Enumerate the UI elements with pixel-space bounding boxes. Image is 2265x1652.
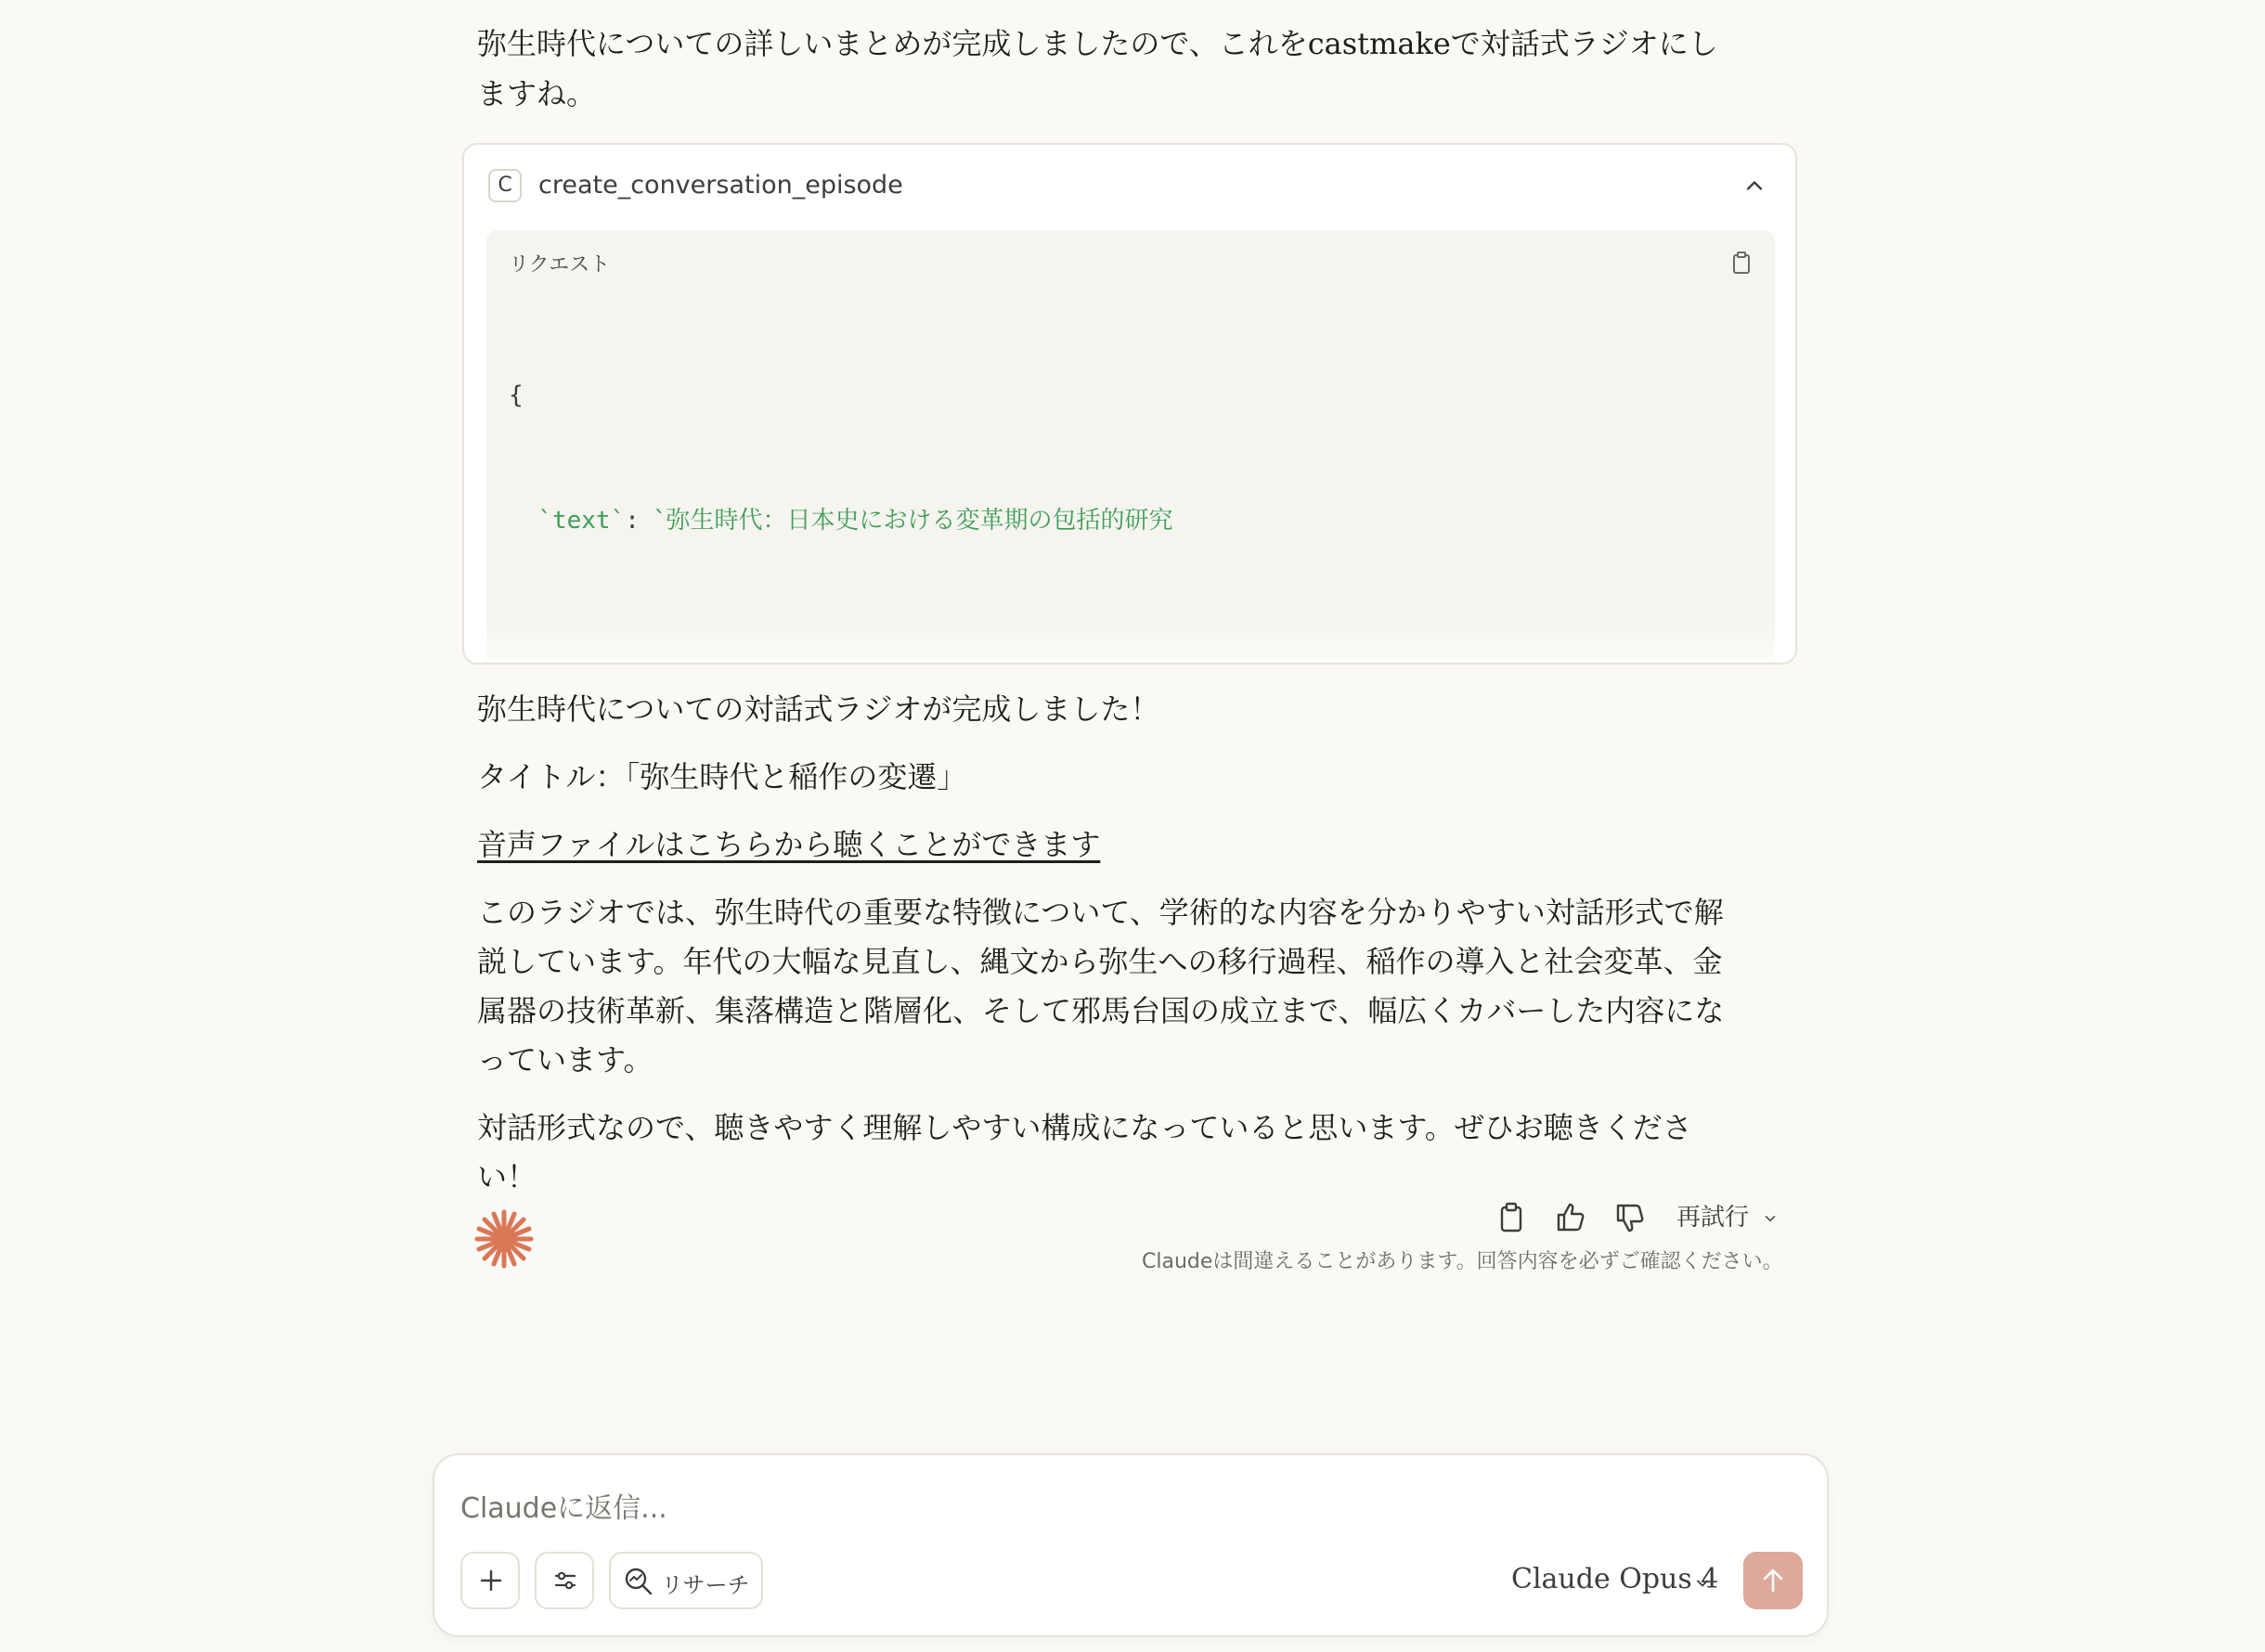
disclaimer-text: Claudeは間違えることがあります。回答内容を必ずご確認ください。: [1142, 1250, 1783, 1273]
thumbs-up-icon[interactable]: [1554, 1201, 1587, 1234]
research-label: リサーチ: [661, 1572, 750, 1598]
code-colon: :: [625, 507, 640, 535]
model-selector[interactable]: Claude Opus 4: [1511, 1563, 1719, 1595]
request-label: リクエスト: [509, 253, 611, 277]
send-button[interactable]: [1743, 1552, 1803, 1609]
request-code: [509, 291, 1753, 665]
assistant-intro-message: 弥生時代についての詳しいまとめが完成しましたので、これをcastmakeで対話式ラジオにしますね。: [477, 26, 1718, 111]
code-title-string: `弥生時代：日本史における変革期の包括的研究: [654, 507, 1173, 535]
plus-icon: [477, 1567, 505, 1594]
tool-call-card: [462, 143, 1797, 665]
tool-name: create_conversation_episode: [538, 171, 903, 200]
chevron-down-icon: [1762, 1210, 1779, 1227]
arrow-up-icon: [1759, 1567, 1787, 1594]
research-button[interactable]: [609, 1552, 763, 1609]
retry-button[interactable]: [1676, 1201, 1779, 1234]
tools-button[interactable]: [535, 1552, 594, 1609]
add-button[interactable]: [460, 1552, 520, 1609]
chevron-down-icon[interactable]: [1693, 1574, 1712, 1593]
copy-icon[interactable]: [1495, 1201, 1528, 1234]
assistant-response: [477, 685, 1740, 1220]
tool-call-header[interactable]: [464, 145, 1795, 223]
sliders-icon: [551, 1567, 579, 1594]
response-closing: 対話形式なので、聴きやすく理解しやすい構成になっていると思います。ぜひお聴きください！: [477, 1110, 1692, 1194]
thumbs-down-icon[interactable]: [1613, 1201, 1647, 1234]
fade-overlay: [486, 620, 1775, 665]
request-box: [486, 230, 1775, 665]
audio-file-link[interactable]: 音声ファイルはこちらから聴くことができます: [477, 827, 1101, 862]
research-icon: [624, 1567, 654, 1596]
code-brace: {: [509, 381, 524, 409]
response-body: このラジオでは、弥生時代の重要な特徴について、学術的な内容を分かりやすい対話形式で解説しています。年代の大幅な見直し、縄文から弥生への移行過程、稲作の導入と社会変革、金属器の技術革新、集落構造と階層化、そして邪馬台国の成立まで、幅広くカバーした内容になっています。: [477, 895, 1725, 1078]
response-title-line: タイトル：「弥生時代と稲作の変遷」: [477, 759, 967, 794]
reply-input[interactable]: Claudeに返信...: [460, 1492, 667, 1525]
copy-icon[interactable]: [1730, 251, 1753, 275]
reply-composer[interactable]: [433, 1453, 1829, 1637]
retry-label: 再試行: [1676, 1204, 1750, 1232]
claude-logo-icon: [472, 1207, 537, 1271]
tool-badge-icon: C: [488, 169, 522, 202]
code-key: `text`: [537, 507, 626, 535]
response-line-1: 弥生時代についての対話式ラジオが完成しました！: [477, 691, 1160, 727]
chevron-up-icon[interactable]: [1741, 173, 1767, 199]
